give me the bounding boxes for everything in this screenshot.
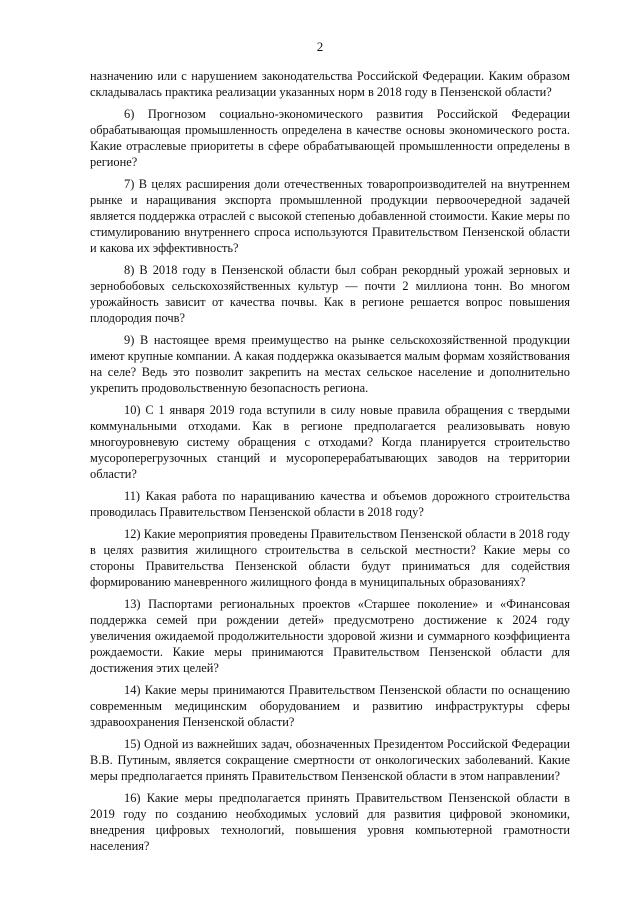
question-10: 10) С 1 января 2019 года вступили в силу новые правила обращения с твердыми коммунальными отходами. Как в регионе предполагается реализовывать новую многоуровневую систему обращения с отходами? Когда планируется строительство мусороперегрузочных станций и мусороперерабатывающих заводов на территории области? xyxy=(90,403,570,481)
paragraph-continuation: назначению или с нарушением законодательства Российской Федерации. Каким образом складывалась практика реализации указанных норм в 2018 году в Пензенской области? xyxy=(90,69,570,99)
question-13: 13) Паспортами региональных проектов «Старшее поколение» и «Финансовая поддержка семей при рождении детей» предусмотрено достижение к 2024 году увеличения ожидаемой продолжительности здоровой жизни и суммарного коэффициента рождаемости. Какие меры принимаются Правительством Пензенской области для достижения этих целей? xyxy=(90,597,570,675)
question-6: 6) Прогнозом социально-экономического развития Российской Федерации обрабатывающая промышленность определена в качестве основы экономического роста. Какие отраслевые приоритеты в сфере обрабатывающей промышленности определены в регионе? xyxy=(90,107,570,169)
question-14: 14) Какие меры принимаются Правительством Пензенской области по оснащению современным медицинским оборудованием и развитию инфраструктуры сферы здравоохранения Пензенской области? xyxy=(90,683,570,729)
document-body xyxy=(90,68,570,860)
question-9: 9) В настоящее время преимущество на рынке сельскохозяйственной продукции имеют крупные компании. А какая поддержка оказывается малым формам хозяйствования на селе? Ведь это позволит закрепить на местах сельское население и дополнительно укрепить продовольственную безопасность региона. xyxy=(90,333,570,395)
question-16: 16) Какие меры предполагается принять Правительством Пензенской области в 2019 году по созданию необходимых условий для развития цифровой экономики, внедрения цифровых технологий, повышения уровня компьютерной грамотности населения? xyxy=(90,791,570,853)
question-15: 15) Одной из важнейших задач, обозначенных Президентом Российской Федерации В.В. Путиным, является сокращение смертности от онкологических заболеваний. Какие меры предполагается принять Правительством Пензенской области в этом направлении? xyxy=(90,737,570,783)
page-number: 2 xyxy=(316,39,324,54)
question-12: 12) Какие мероприятия проведены Правительством Пензенской области в 2018 году в целях развития жилищного строительства в сельской местности? Какие меры со стороны Правительства Пензенской области будут приниматься для содействия формированию маневренного жилищного фонда в муниципальных образованиях? xyxy=(90,527,570,589)
question-11: 11) Какая работа по наращиванию качества и объемов дорожного строительства проводилась Правительством Пензенской области в 2018 году? xyxy=(90,489,570,519)
question-7: 7) В целях расширения доли отечественных товаропроизводителей на внутреннем рынке и наращивания экспорта промышленной продукции первоочередной задачей является поддержка отраслей с высокой степенью добавленной стоимости. Какие меры по стимулированию внутреннего спроса используются Правительством Пензенской области и какова их эффективность? xyxy=(90,177,570,255)
question-8: 8) В 2018 году в Пензенской области был собран рекордный урожай зерновых и зернобобовых сельскохозяйственных культур — почти 2 миллиона тонн. Во многом урожайность зависит от качества почвы. Как в регионе решается вопрос повышения плодородия почв? xyxy=(90,263,570,325)
